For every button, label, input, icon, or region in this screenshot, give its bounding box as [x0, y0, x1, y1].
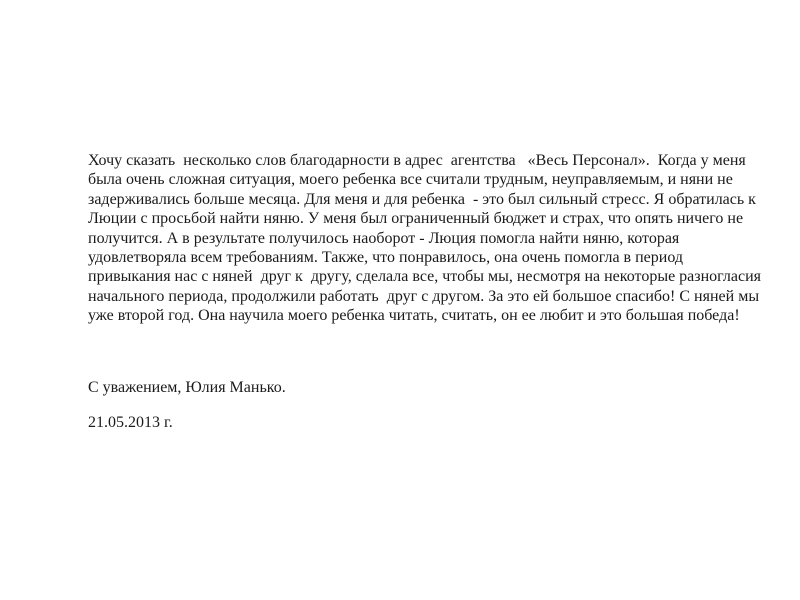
letter-line: привыкания нас с няней друг к другу, сделала все, чтобы мы, несмотря на некоторые разногласия: [88, 268, 762, 286]
letter-line: Хочу сказать несколько слов благодарности в адрес агентства «Весь Персонал». Когда у меня: [88, 152, 746, 169]
letter-line: начального периода, продолжили работать друг с другом. За это ей большое спасибо! С няней мы: [88, 287, 760, 305]
letter-line: была очень сложная ситуация, моего ребенка все считали трудным, неуправляемым, и няни не: [88, 171, 733, 189]
letter-line: уже второй год. Она научила моего ребенка читать, считать, он ее любит и это большая победа!: [88, 307, 740, 325]
letter-line: удовлетворяла всем требованиям. Также, что понравилось, она очень помогла в период: [88, 249, 683, 267]
letter-line: получится. А в результате получилось наоборот - Люция помогла найти няню, которая: [88, 229, 680, 247]
letter-signature: С уважением, Юлия Манько.: [88, 378, 286, 396]
letter-date: 21.05.2013 г.: [88, 414, 173, 432]
letter-line: задерживались больше месяца. Для меня и для ребенка - это был сильный стресс. Я обратилась к: [88, 190, 756, 208]
letter-body-paragraph: [88, 151, 762, 326]
letter-line: Люции с просьбой найти няню. У меня был ограниченный бюджет и страх, что опять ничего не: [88, 210, 744, 228]
